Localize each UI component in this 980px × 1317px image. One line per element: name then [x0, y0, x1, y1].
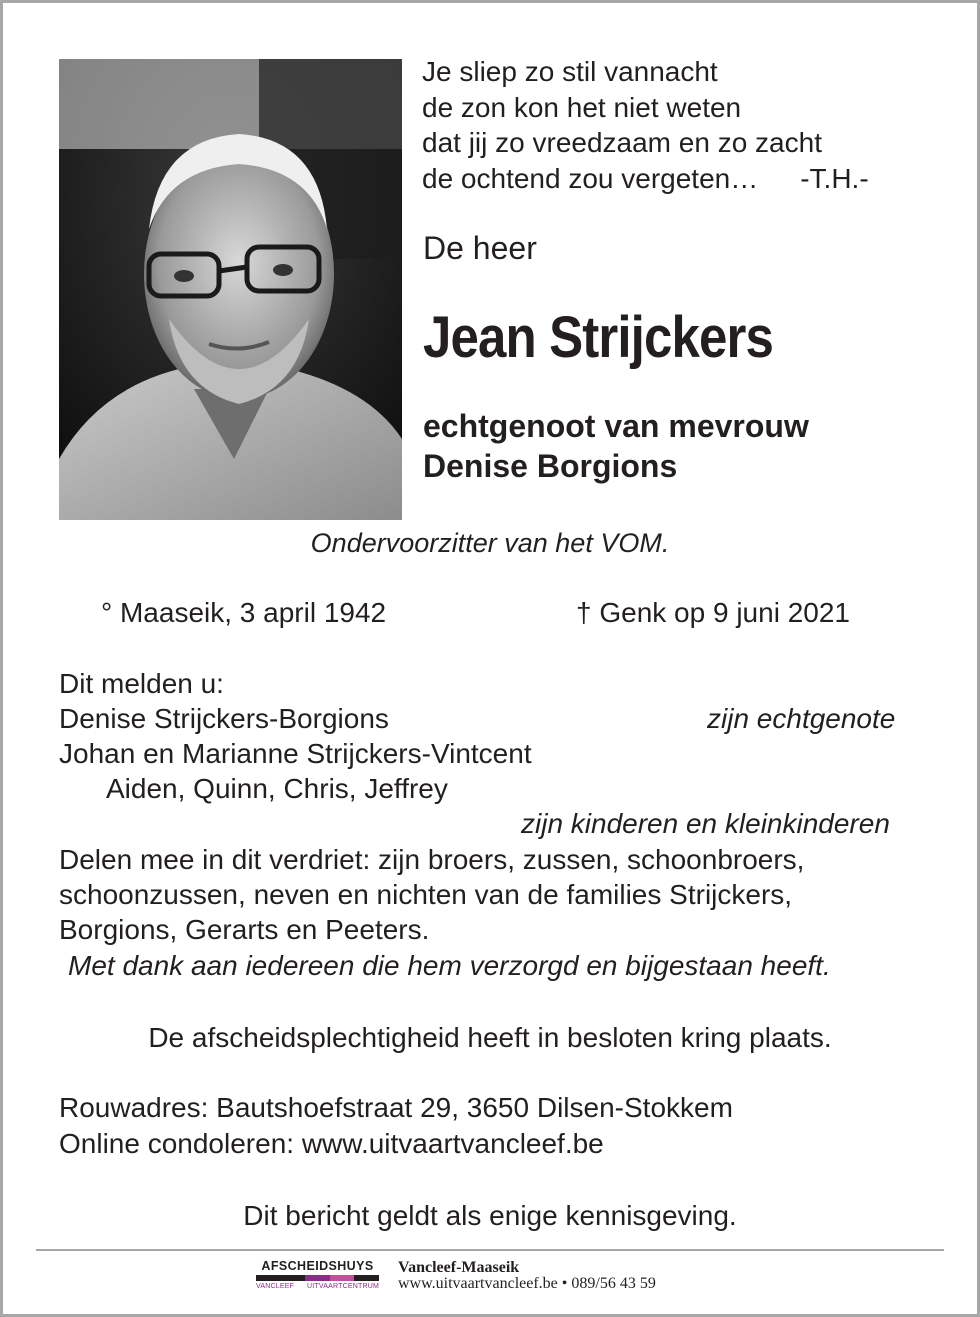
death-info: † Genk op 9 juni 2021	[576, 597, 850, 628]
poem-line	[422, 161, 869, 197]
honorific-title: De heer	[423, 230, 537, 266]
spouse-block	[423, 406, 809, 486]
wife-role: zijn echtgenote	[707, 703, 896, 734]
logo-bars	[256, 1275, 379, 1281]
logo-title: AFSCHEIDSHUYS	[261, 1259, 374, 1273]
announcement-intro: Dit melden u:	[59, 668, 224, 699]
funeral-home-logo	[256, 1259, 379, 1290]
online-condolences: Online condoleren: www.uitvaartvancleef.be	[59, 1128, 604, 1159]
poem	[422, 54, 869, 196]
portrait-illustration	[59, 59, 402, 520]
funeral-home-name: Vancleef-Maaseik	[398, 1259, 520, 1276]
funeral-home-contact: www.uitvaartvancleef.be • 089/56 43 59	[398, 1275, 656, 1292]
notice-line: Dit bericht geldt als enige kennisgeving.	[243, 1200, 737, 1231]
poem-line: Je sliep zo stil vannacht	[422, 56, 718, 87]
grandchildren-names: Aiden, Quinn, Chris, Jeffrey	[106, 773, 448, 804]
birth-info: ° Maaseik, 3 april 1942	[101, 597, 387, 628]
wife-name: Denise Strijckers-Borgions	[59, 703, 389, 734]
poem-author: -T.H.-	[800, 162, 869, 194]
footer-divider	[36, 1249, 944, 1251]
children-role: zijn kinderen en kleinkinderen	[521, 808, 890, 839]
spouse-line-1: echtgenoot van mevrouw	[423, 408, 809, 444]
mourning-address: Rouwadres: Bautshoefstraat 29, 3650 Dilsen-Stokkem	[59, 1092, 733, 1123]
thanks-line: Met dank aan iedereen die hem verzorgd en bijgestaan heeft.	[68, 950, 831, 981]
logo-right-text: UITVAARTCENTRUM	[307, 1283, 379, 1290]
share-line: schoonzussen, neven en nichten van de families Strijckers,	[59, 879, 793, 910]
children-names: Johan en Marianne Strijckers-Vintcent	[59, 738, 532, 769]
role-line: Ondervoorzitter van het VOM.	[310, 528, 670, 558]
poem-line: de zon kon het niet weten	[422, 91, 742, 123]
portrait-photo	[59, 59, 402, 520]
deceased-name: Jean Strijckers	[423, 305, 773, 370]
poem-last-line-text: de ochtend zou vergeten…	[422, 162, 759, 194]
spouse-line-2: Denise Borgions	[423, 448, 678, 484]
share-line: Borgions, Gerarts en Peeters.	[59, 914, 430, 945]
logo-subtitle	[256, 1283, 379, 1290]
poem-line: dat jij zo vreedzaam en zo zacht	[422, 127, 822, 158]
share-line: Delen mee in dit verdriet: zijn broers, zussen, schoonbroers,	[59, 844, 805, 875]
ceremony-info: De afscheidsplechtigheid heeft in besloten kring plaats.	[148, 1022, 832, 1053]
logo-left-text: VANCLEEF	[256, 1283, 295, 1290]
